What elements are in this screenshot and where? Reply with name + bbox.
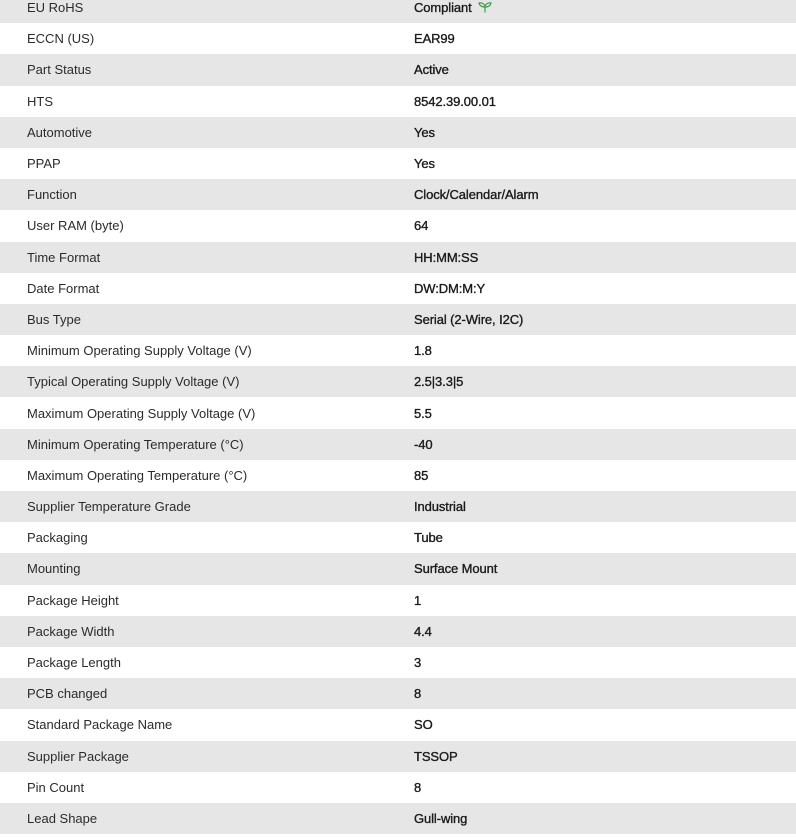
spec-label: User RAM (byte) bbox=[27, 218, 124, 234]
spec-value: DW:DM:M:Y bbox=[414, 280, 486, 296]
spec-value: TSSOP bbox=[414, 748, 458, 764]
spec-label: Typical Operating Supply Voltage (V) bbox=[27, 374, 240, 390]
spec-value-cell bbox=[387, 803, 796, 834]
spec-row-eu-rohs bbox=[0, 0, 796, 23]
spec-value: SO bbox=[414, 717, 433, 733]
spec-label: Minimum Operating Supply Voltage (V) bbox=[27, 343, 252, 359]
spec-value-cell bbox=[387, 86, 796, 117]
spec-label: Package Height bbox=[27, 592, 119, 608]
spec-label: EU RoHS bbox=[27, 0, 84, 16]
spec-label: HTS bbox=[27, 93, 53, 109]
spec-value: EAR99 bbox=[414, 31, 455, 47]
spec-value-cell bbox=[387, 460, 796, 491]
spec-row-ppap bbox=[0, 148, 796, 179]
spec-label: Pin Count bbox=[27, 779, 85, 795]
spec-value: Yes bbox=[414, 156, 435, 172]
spec-label: Standard Package Name bbox=[27, 717, 173, 733]
spec-value-cell bbox=[387, 585, 796, 616]
spec-row-min-temperature bbox=[0, 429, 796, 460]
spec-row-min-supply-voltage bbox=[0, 335, 796, 366]
spec-row-lead-shape bbox=[0, 803, 796, 834]
spec-row-user-ram bbox=[0, 210, 796, 241]
spec-value-cell bbox=[387, 117, 796, 148]
spec-label: Function bbox=[27, 187, 77, 203]
spec-value-cell bbox=[387, 772, 796, 803]
spec-label: PCB changed bbox=[27, 686, 108, 702]
spec-label: Part Status bbox=[27, 62, 92, 78]
spec-value-cell bbox=[387, 0, 796, 23]
spec-value-cell bbox=[387, 709, 796, 740]
spec-label: Supplier Temperature Grade bbox=[27, 499, 191, 515]
spec-value-cell bbox=[387, 678, 796, 709]
spec-row-typ-supply-voltage bbox=[0, 366, 796, 397]
spec-value-cell bbox=[387, 522, 796, 553]
spec-row-automotive bbox=[0, 117, 796, 148]
spec-value: 3 bbox=[414, 655, 422, 671]
spec-label: Package Width bbox=[27, 623, 115, 639]
spec-value-cell bbox=[387, 366, 796, 397]
spec-value-cell bbox=[387, 304, 796, 335]
spec-row-hts bbox=[0, 86, 796, 117]
spec-row-package-width bbox=[0, 616, 796, 647]
spec-row-standard-package-name bbox=[0, 709, 796, 740]
spec-row-packaging bbox=[0, 522, 796, 553]
spec-label: Time Format bbox=[27, 249, 101, 265]
spec-value-cell bbox=[387, 210, 796, 241]
spec-value-cell bbox=[387, 647, 796, 678]
spec-value: Industrial bbox=[414, 499, 466, 515]
spec-value-cell bbox=[387, 23, 796, 54]
spec-value: Yes bbox=[414, 124, 435, 140]
spec-row-pcb-changed bbox=[0, 678, 796, 709]
spec-row-part-status bbox=[0, 54, 796, 85]
spec-label: Maximum Operating Supply Voltage (V) bbox=[27, 405, 256, 421]
spec-label: Mounting bbox=[27, 561, 81, 577]
spec-value: Tube bbox=[414, 530, 443, 546]
spec-value-cell bbox=[387, 429, 796, 460]
spec-value: 8 bbox=[414, 686, 422, 702]
spec-row-supplier-package bbox=[0, 741, 796, 772]
spec-value-cell bbox=[387, 148, 796, 179]
spec-label: Package Length bbox=[27, 655, 121, 671]
spec-label: Maximum Operating Temperature (°C) bbox=[27, 467, 248, 483]
spec-value-cell bbox=[387, 741, 796, 772]
spec-value: Compliant bbox=[414, 0, 472, 16]
spec-label: Date Format bbox=[27, 280, 100, 296]
spec-value: 64 bbox=[414, 218, 429, 234]
spec-value-cell bbox=[387, 54, 796, 85]
spec-value-cell bbox=[387, 242, 796, 273]
spec-row-bus-type bbox=[0, 304, 796, 335]
spec-value: HH:MM:SS bbox=[414, 249, 479, 265]
spec-row-temperature-grade bbox=[0, 491, 796, 522]
spec-value: Surface Mount bbox=[414, 561, 498, 577]
spec-label: Bus Type bbox=[27, 311, 81, 327]
spec-row-max-temperature bbox=[0, 460, 796, 491]
spec-value: 1 bbox=[414, 592, 422, 608]
spec-value-cell bbox=[387, 179, 796, 210]
spec-label: Packaging bbox=[27, 530, 88, 546]
spec-row-eccn bbox=[0, 23, 796, 54]
spec-row-function bbox=[0, 179, 796, 210]
spec-row-date-format bbox=[0, 273, 796, 304]
spec-value-cell bbox=[387, 397, 796, 428]
spec-label: Automotive bbox=[27, 124, 93, 140]
spec-label: PPAP bbox=[27, 156, 61, 172]
spec-row-package-height bbox=[0, 585, 796, 616]
spec-value-cell bbox=[387, 616, 796, 647]
spec-row-max-supply-voltage bbox=[0, 397, 796, 428]
spec-label: Minimum Operating Temperature (°C) bbox=[27, 436, 244, 452]
spec-row-package-length bbox=[0, 647, 796, 678]
spec-value: 8 bbox=[414, 779, 422, 795]
spec-row-mounting bbox=[0, 553, 796, 584]
spec-value-cell bbox=[387, 335, 796, 366]
spec-value: -40 bbox=[414, 436, 433, 452]
spec-label: Supplier Package bbox=[27, 748, 129, 764]
spec-value: Active bbox=[414, 62, 449, 78]
leaf-icon bbox=[478, 1, 492, 13]
spec-label: ECCN (US) bbox=[27, 31, 95, 47]
spec-value: 4.4 bbox=[414, 623, 432, 639]
spec-value: 1.8 bbox=[414, 343, 432, 359]
spec-value-cell bbox=[387, 491, 796, 522]
spec-value-cell bbox=[387, 273, 796, 304]
spec-value: Gull-wing bbox=[414, 810, 468, 826]
spec-value: 8542.39.00.01 bbox=[414, 93, 496, 109]
spec-value-cell bbox=[387, 553, 796, 584]
spec-value: 2.5|3.3|5 bbox=[414, 374, 464, 390]
spec-value: Serial (2-Wire, I2C) bbox=[414, 311, 524, 327]
spec-value: 85 bbox=[414, 467, 429, 483]
spec-label: Lead Shape bbox=[27, 810, 98, 826]
spec-row-time-format bbox=[0, 242, 796, 273]
spec-value: Clock/Calendar/Alarm bbox=[414, 187, 539, 203]
spec-row-pin-count bbox=[0, 772, 796, 803]
spec-value: 5.5 bbox=[414, 405, 432, 421]
